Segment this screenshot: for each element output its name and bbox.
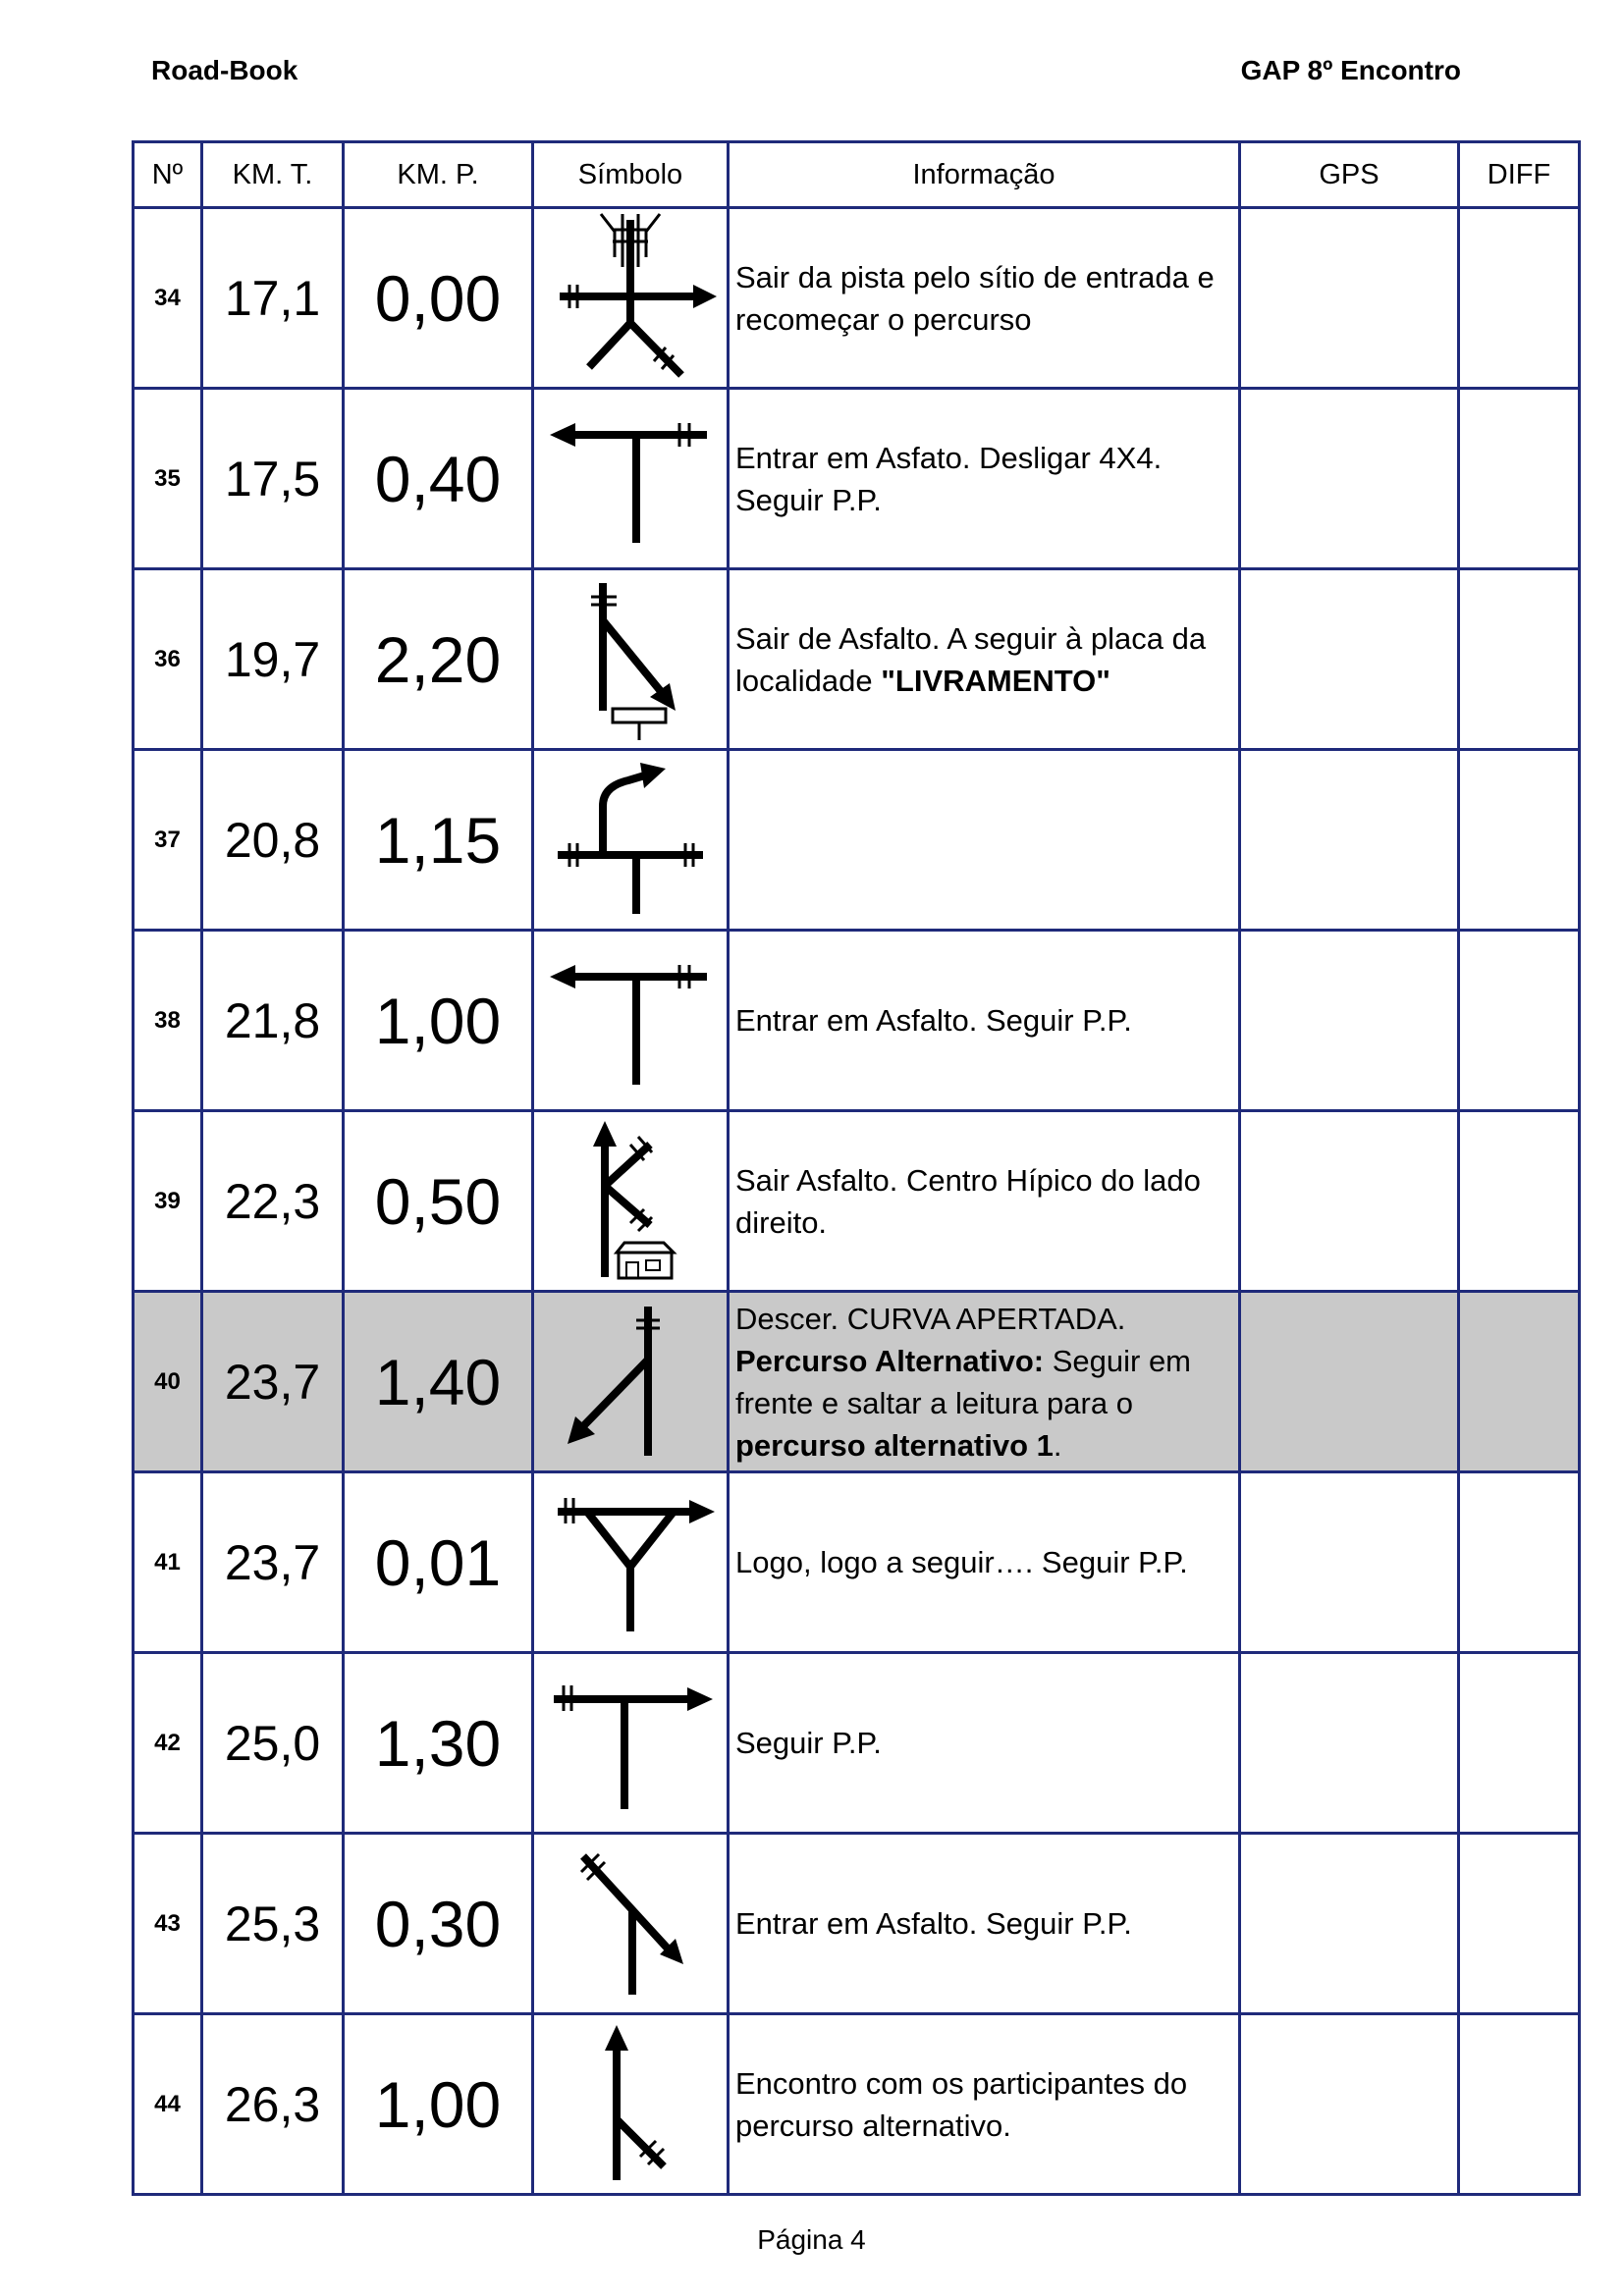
row-number: 40	[134, 1292, 202, 1472]
row-number: 35	[134, 389, 202, 569]
symbol-cell	[533, 931, 729, 1111]
row-number: 34	[134, 208, 202, 389]
info-cell	[729, 931, 1240, 1111]
gps-cell[interactable]	[1240, 1834, 1459, 2014]
col-header-symbol: Símbolo	[533, 142, 729, 208]
table-row	[134, 750, 1580, 931]
km-partial: 1,40	[344, 1292, 533, 1472]
symbol-cell	[533, 569, 729, 750]
info-text: Entrar em Asfato. Desligar 4X4. Seguir P.P.	[735, 440, 1163, 517]
event-name: GAP 8º Encontro	[1240, 55, 1461, 85]
gps-cell[interactable]	[1240, 1111, 1459, 1292]
diff-cell[interactable]	[1459, 1292, 1580, 1472]
symbol-cell	[533, 208, 729, 389]
fork-down-right-sign-icon	[542, 573, 719, 745]
row-number: 42	[134, 1653, 202, 1834]
diagonal-down-right-icon	[542, 1842, 719, 2004]
info-text: Seguir P.P.	[735, 1726, 882, 1760]
info-text: Descer. CURVA APERTADA.	[735, 1301, 1126, 1336]
diff-cell[interactable]	[1459, 931, 1580, 1111]
km-total: 25,3	[202, 1834, 344, 2014]
col-header-info: Informação	[729, 142, 1240, 208]
gps-cell[interactable]	[1240, 750, 1459, 931]
info-text-bold: Percurso Alternativo:	[735, 1343, 1045, 1378]
info-cell	[729, 1834, 1240, 2014]
km-partial: 2,20	[344, 569, 533, 750]
info-text: Sair de Asfalto. A seguir à placa da localidade	[735, 620, 1207, 698]
header-row	[134, 142, 1580, 208]
km-total: 22,3	[202, 1111, 344, 1292]
info-cell	[729, 1111, 1240, 1292]
t-junction-left-icon	[542, 405, 719, 553]
table-row	[134, 1834, 1580, 2014]
info-text: Sair da pista pelo sítio de entrada e recomeçar o percurso	[735, 259, 1215, 337]
info-cell	[729, 208, 1240, 389]
gps-cell[interactable]	[1240, 1472, 1459, 1653]
km-total: 25,0	[202, 1653, 344, 1834]
km-total: 20,8	[202, 750, 344, 931]
straight-up-icon	[542, 2021, 719, 2188]
table-row	[134, 389, 1580, 569]
info-cell	[729, 2014, 1240, 2195]
info-text: .	[1053, 1427, 1062, 1463]
col-header-kmp: KM. P.	[344, 142, 533, 208]
col-header-num: Nº	[134, 142, 202, 208]
row-number: 38	[134, 931, 202, 1111]
km-total: 23,7	[202, 1292, 344, 1472]
table-row	[134, 1653, 1580, 1834]
symbol-cell	[533, 1472, 729, 1653]
km-total: 23,7	[202, 1472, 344, 1653]
gps-cell[interactable]	[1240, 569, 1459, 750]
symbol-cell	[533, 1834, 729, 2014]
row-number: 41	[134, 1472, 202, 1653]
straight-with-house-icon	[542, 1115, 719, 1287]
info-cell	[729, 1292, 1240, 1472]
symbol-cell	[533, 1292, 729, 1472]
diff-cell[interactable]	[1459, 389, 1580, 569]
km-total: 21,8	[202, 931, 344, 1111]
table-row-highlighted	[134, 1292, 1580, 1472]
km-partial: 1,00	[344, 2014, 533, 2195]
diff-cell[interactable]	[1459, 1834, 1580, 2014]
table-row	[134, 569, 1580, 750]
km-partial: 0,40	[344, 389, 533, 569]
km-total: 17,5	[202, 389, 344, 569]
symbol-cell	[533, 750, 729, 931]
info-cell	[729, 389, 1240, 569]
info-cell	[729, 1653, 1240, 1834]
km-total: 19,7	[202, 569, 344, 750]
gps-cell[interactable]	[1240, 2014, 1459, 2195]
y-junction-right-icon	[542, 1484, 719, 1641]
km-partial: 0,50	[344, 1111, 533, 1292]
exit-track-right-icon	[542, 210, 719, 387]
diff-cell[interactable]	[1459, 1653, 1580, 1834]
row-number: 37	[134, 750, 202, 931]
table-row	[134, 931, 1580, 1111]
gps-cell[interactable]	[1240, 931, 1459, 1111]
col-header-gps: GPS	[1240, 142, 1459, 208]
km-partial: 0,30	[344, 1834, 533, 2014]
info-text: Seguir em frente e saltar a leitura para o	[735, 1343, 1192, 1420]
km-total: 17,1	[202, 208, 344, 389]
table-row	[134, 2014, 1580, 2195]
km-partial: 1,00	[344, 931, 533, 1111]
row-number: 44	[134, 2014, 202, 2195]
diff-cell[interactable]	[1459, 569, 1580, 750]
symbol-cell	[533, 389, 729, 569]
gps-cell[interactable]	[1240, 1292, 1459, 1472]
row-number: 43	[134, 1834, 202, 2014]
info-text: Logo, logo a seguir…. Seguir P.P.	[735, 1545, 1188, 1579]
diff-cell[interactable]	[1459, 208, 1580, 389]
km-partial: 1,30	[344, 1653, 533, 1834]
info-cell	[729, 1472, 1240, 1653]
info-text-bold: percurso alternativo 1	[735, 1427, 1054, 1463]
diff-cell[interactable]	[1459, 1472, 1580, 1653]
col-header-diff: DIFF	[1459, 142, 1580, 208]
km-partial: 0,01	[344, 1472, 533, 1653]
diff-cell[interactable]	[1459, 1111, 1580, 1292]
symbol-cell	[533, 1111, 729, 1292]
symbol-cell	[533, 2014, 729, 2195]
diff-cell[interactable]	[1459, 750, 1580, 931]
km-total: 26,3	[202, 2014, 344, 2195]
col-header-kmt: KM. T.	[202, 142, 344, 208]
info-text: Sair Asfalto. Centro Hípico do lado direito.	[735, 1162, 1201, 1240]
table-row	[134, 208, 1580, 389]
gps-cell[interactable]	[1240, 389, 1459, 569]
info-text: Encontro com os participantes do percurso alternativo.	[735, 2065, 1188, 2143]
row-number: 36	[134, 569, 202, 750]
document-title: Road-Book	[151, 55, 298, 85]
table-row	[134, 1472, 1580, 1653]
diff-cell[interactable]	[1459, 2014, 1580, 2195]
info-text: Entrar em Asfalto. Seguir P.P.	[735, 1003, 1132, 1038]
info-text-bold: "LIVRAMENTO"	[881, 663, 1110, 698]
roadbook-table	[132, 140, 1581, 2196]
info-cell	[729, 750, 1240, 931]
symbol-cell	[533, 1653, 729, 1834]
gps-cell[interactable]	[1240, 1653, 1459, 1834]
t-junction-curve-right-icon	[542, 757, 719, 924]
km-partial: 0,00	[344, 208, 533, 389]
info-text: Entrar em Asfalto. Seguir P.P.	[735, 1906, 1132, 1941]
table-row	[134, 1111, 1580, 1292]
t-junction-left-icon	[542, 947, 719, 1095]
km-partial: 1,15	[344, 750, 533, 931]
info-cell	[729, 569, 1240, 750]
row-number: 39	[134, 1111, 202, 1292]
sharp-left-down-icon	[542, 1299, 719, 1466]
page-number: Página 4	[757, 2224, 866, 2255]
gps-cell[interactable]	[1240, 208, 1459, 389]
t-junction-right-icon	[542, 1670, 719, 1817]
